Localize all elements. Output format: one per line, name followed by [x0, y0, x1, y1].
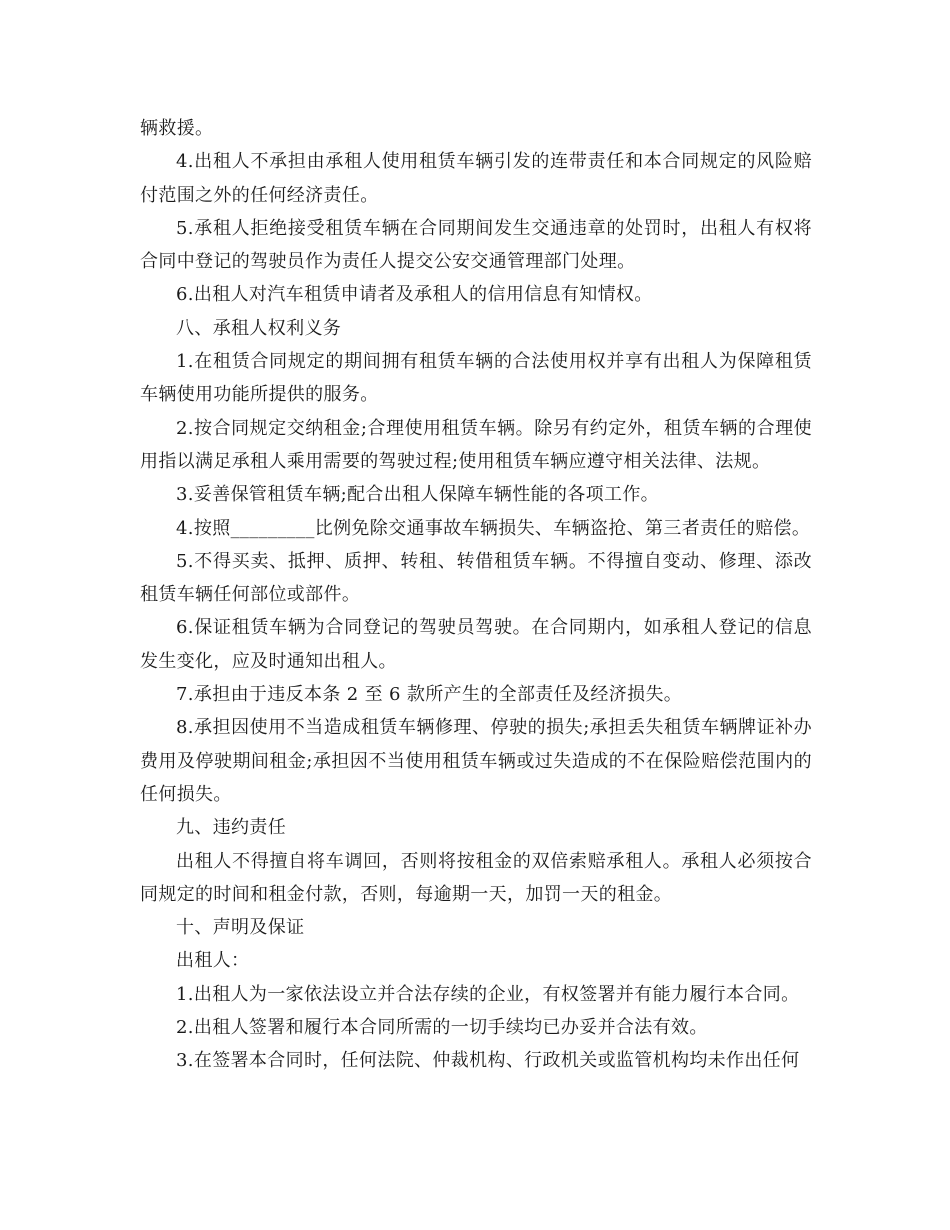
paragraph-19: 3.在签署本合同时，任何法院、仲裁机构、行政机关或监管机构均未作出任何: [176, 1050, 800, 1072]
section-heading-10: 十、声明及保证: [176, 917, 305, 939]
paragraph-18: 2.出租人签署和履行本合同所需的一切手续均已办妥并合法有效。: [176, 1017, 708, 1039]
paragraph-1: 4.出租人不承担由承租人使用租赁车辆引发的连带责任和本合同规定的风险赔付范围之外的任何经济责任。: [140, 151, 812, 206]
paragraph-11: 7.承担由于违反本条 2 至 6 款所产生的全部责任及经济损失。: [176, 684, 683, 706]
paragraph-5: 1.在租赁合同规定的期间拥有租赁车辆的合法使用权并享有出租人为保障租赁车辆使用功能所提供的服务。: [140, 351, 812, 406]
section-heading-8: 八、承租人权利义务: [176, 317, 342, 339]
paragraph-7: 3.妥善保管租赁车辆;配合出租人保障车辆性能的各项工作。: [176, 484, 660, 506]
paragraph-3: 6.出租人对汽车租赁申请者及承租人的信用信息有知情权。: [176, 284, 653, 306]
paragraph-0: 辆救援。: [140, 118, 214, 139]
paragraph-14: 出租人不得擅自将车调回，否则将按租金的双倍索赔承租人。承租人必须按合同规定的时间和租金付款，否则，每逾期一天，加罚一天的租金。: [140, 850, 812, 905]
paragraph-8: 4.按照_________比例免除交通事故车辆损失、车辆盗抢、第三者责任的赔偿。: [176, 517, 811, 539]
paragraph-9: 5.不得买卖、抵押、质押、转租、转借租赁车辆。不得擅自变动、修理、添改租赁车辆任何部位或部件。: [140, 550, 812, 606]
paragraph-12: 8.承担因使用不当造成租赁车辆修理、停驶的损失;承担丢失租赁车辆牌证补办费用及停驶期间租金;承担因不当使用租赁车辆或过失造成的不在保险赔偿范围内的任何损失。: [140, 717, 812, 805]
paragraph-2: 5.承租人拒绝接受租赁车辆在合同期间发生交通违章的处罚时，出租人有权将合同中登记的驾驶员作为责任人提交公安交通管理部门处理。: [140, 217, 812, 273]
paragraph-6: 2.按合同规定交纳租金;合理使用租赁车辆。除另有约定外，租赁车辆的合理使用指以满足承租人乘用需要的驾驶过程;使用租赁车辆应遵守相关法律、法规。: [140, 417, 812, 472]
section-heading-9: 九、违约责任: [176, 817, 287, 839]
document-body: [140, 112, 812, 1078]
paragraph-17: 1.出租人为一家依法设立并合法存续的企业，有权签署并有能力履行本合同。: [176, 983, 800, 1005]
paragraph-10: 6.保证租赁车辆为合同登记的驾驶员驾驶。在合同期内，如承租人登记的信息发生变化，应及时通知出租人。: [140, 617, 812, 672]
paragraph-16: 出租人：: [176, 950, 250, 972]
